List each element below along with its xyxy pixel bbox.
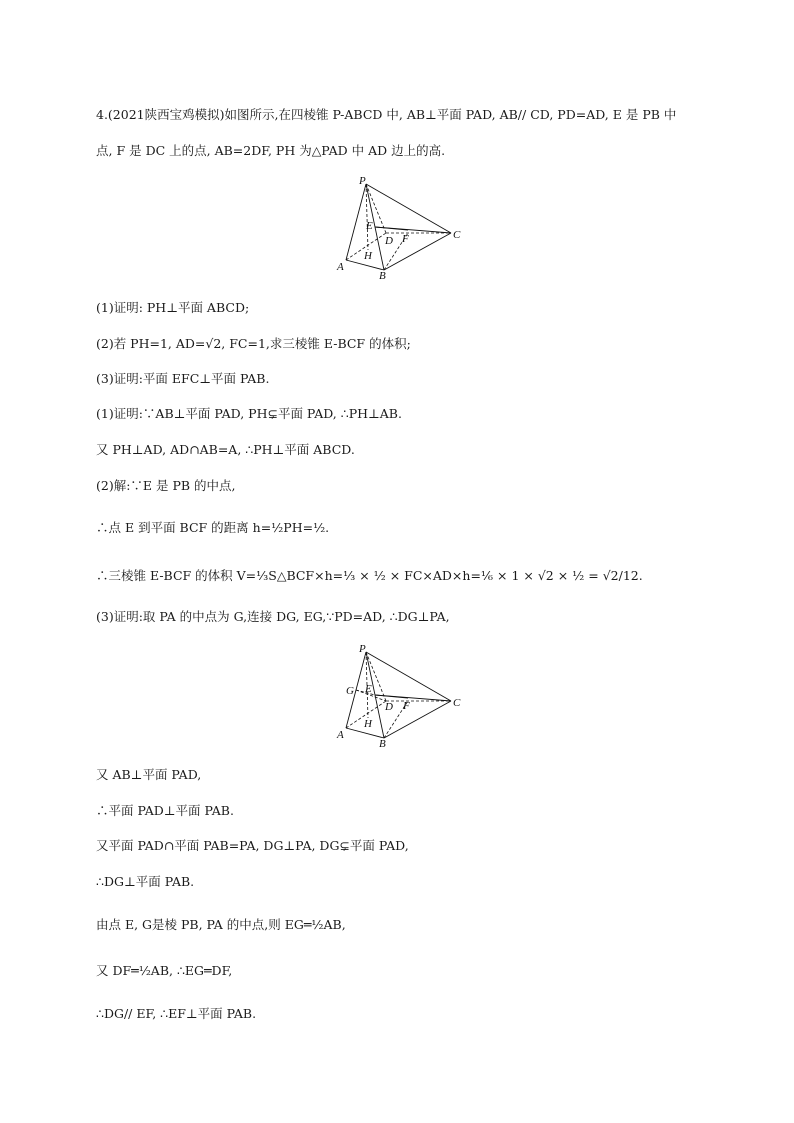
solution-line-4: ∴点 E 到平面 BCF 的距离 h=½PH=½. — [96, 520, 330, 535]
label-A: A — [337, 261, 344, 273]
solution-line-6: (3)证明:取 PA 的中点为 G,连接 DG, EG,∵PD=AD, ∴DG⊥PA, — [96, 609, 450, 624]
label-H: H — [364, 718, 372, 730]
label-G: G — [346, 685, 354, 697]
solution2-line-3: 又平面 PAD∩平面 PAB=PA, DG⊥PA, DG⊊平面 PAD, — [96, 838, 409, 853]
solution-line-2: 又 PH⊥AD, AD∩AB=A, ∴PH⊥平面 ABCD. — [96, 442, 355, 457]
question-1: (1)证明: PH⊥平面 ABCD; — [96, 300, 250, 315]
question-2: (2)若 PH=1, AD=√2, FC=1,求三棱锥 E-BCF 的体积; — [96, 336, 411, 351]
label-E: E — [365, 683, 372, 695]
solution2-line-2: ∴平面 PAD⊥平面 PAB. — [96, 803, 234, 818]
label-B: B — [379, 738, 386, 750]
label-B: B — [379, 270, 386, 282]
edge-BC — [384, 233, 451, 270]
label-F: F — [402, 233, 409, 245]
edge-PC — [366, 184, 451, 233]
label-A: A — [337, 729, 344, 741]
pyramid-figure-1 — [330, 172, 465, 282]
label-P: P — [359, 175, 366, 187]
question-3: (3)证明:平面 EFC⊥平面 PAB. — [96, 371, 270, 386]
edge-EF — [375, 227, 408, 230]
label-D: D — [385, 701, 393, 713]
label-P: P — [359, 643, 366, 655]
label-C: C — [453, 229, 461, 241]
solution2-line-5: 由点 E, G是棱 PB, PA 的中点,则 EG═½AB, — [96, 917, 346, 932]
edge-PC — [366, 652, 451, 701]
pyramid-figure-2 — [330, 640, 465, 750]
solution2-line-4: ∴DG⊥平面 PAB. — [96, 874, 195, 889]
label-E: E — [366, 220, 373, 232]
solution2-line-1: 又 AB⊥平面 PAD, — [96, 767, 202, 782]
label-D: D — [385, 235, 393, 247]
solution-line-5: ∴三棱锥 E-BCF 的体积 V=⅓S△BCF×h=⅓ × ½ × FC×AD×h=⅙ × 1 × √2 × ½ = √2/12. — [96, 568, 643, 583]
edge-EF — [375, 695, 408, 698]
label-H: H — [364, 250, 372, 262]
problem-line-2: 点, F 是 DC 上的点, AB=2DF, PH 为△PAD 中 AD 边上的高. — [96, 143, 446, 158]
problem-line-1: 4.(2021陕西宝鸡模拟)如图所示,在四棱锥 P-ABCD 中, AB⊥平面 PAD, AB// CD, PD=AD, E 是 PB 中 — [96, 107, 677, 122]
solution-line-3: (2)解:∵E 是 PB 的中点, — [96, 478, 236, 493]
solution2-line-7: ∴DG// EF, ∴EF⊥平面 PAB. — [96, 1006, 257, 1021]
solution-line-1: (1)证明:∵AB⊥平面 PAD, PH⊊平面 PAD, ∴PH⊥AB. — [96, 406, 402, 421]
solution2-line-6: 又 DF═½AB, ∴EG═DF, — [96, 963, 233, 978]
label-F: F — [403, 700, 410, 712]
edge-BC — [384, 701, 451, 738]
label-C: C — [453, 697, 461, 709]
